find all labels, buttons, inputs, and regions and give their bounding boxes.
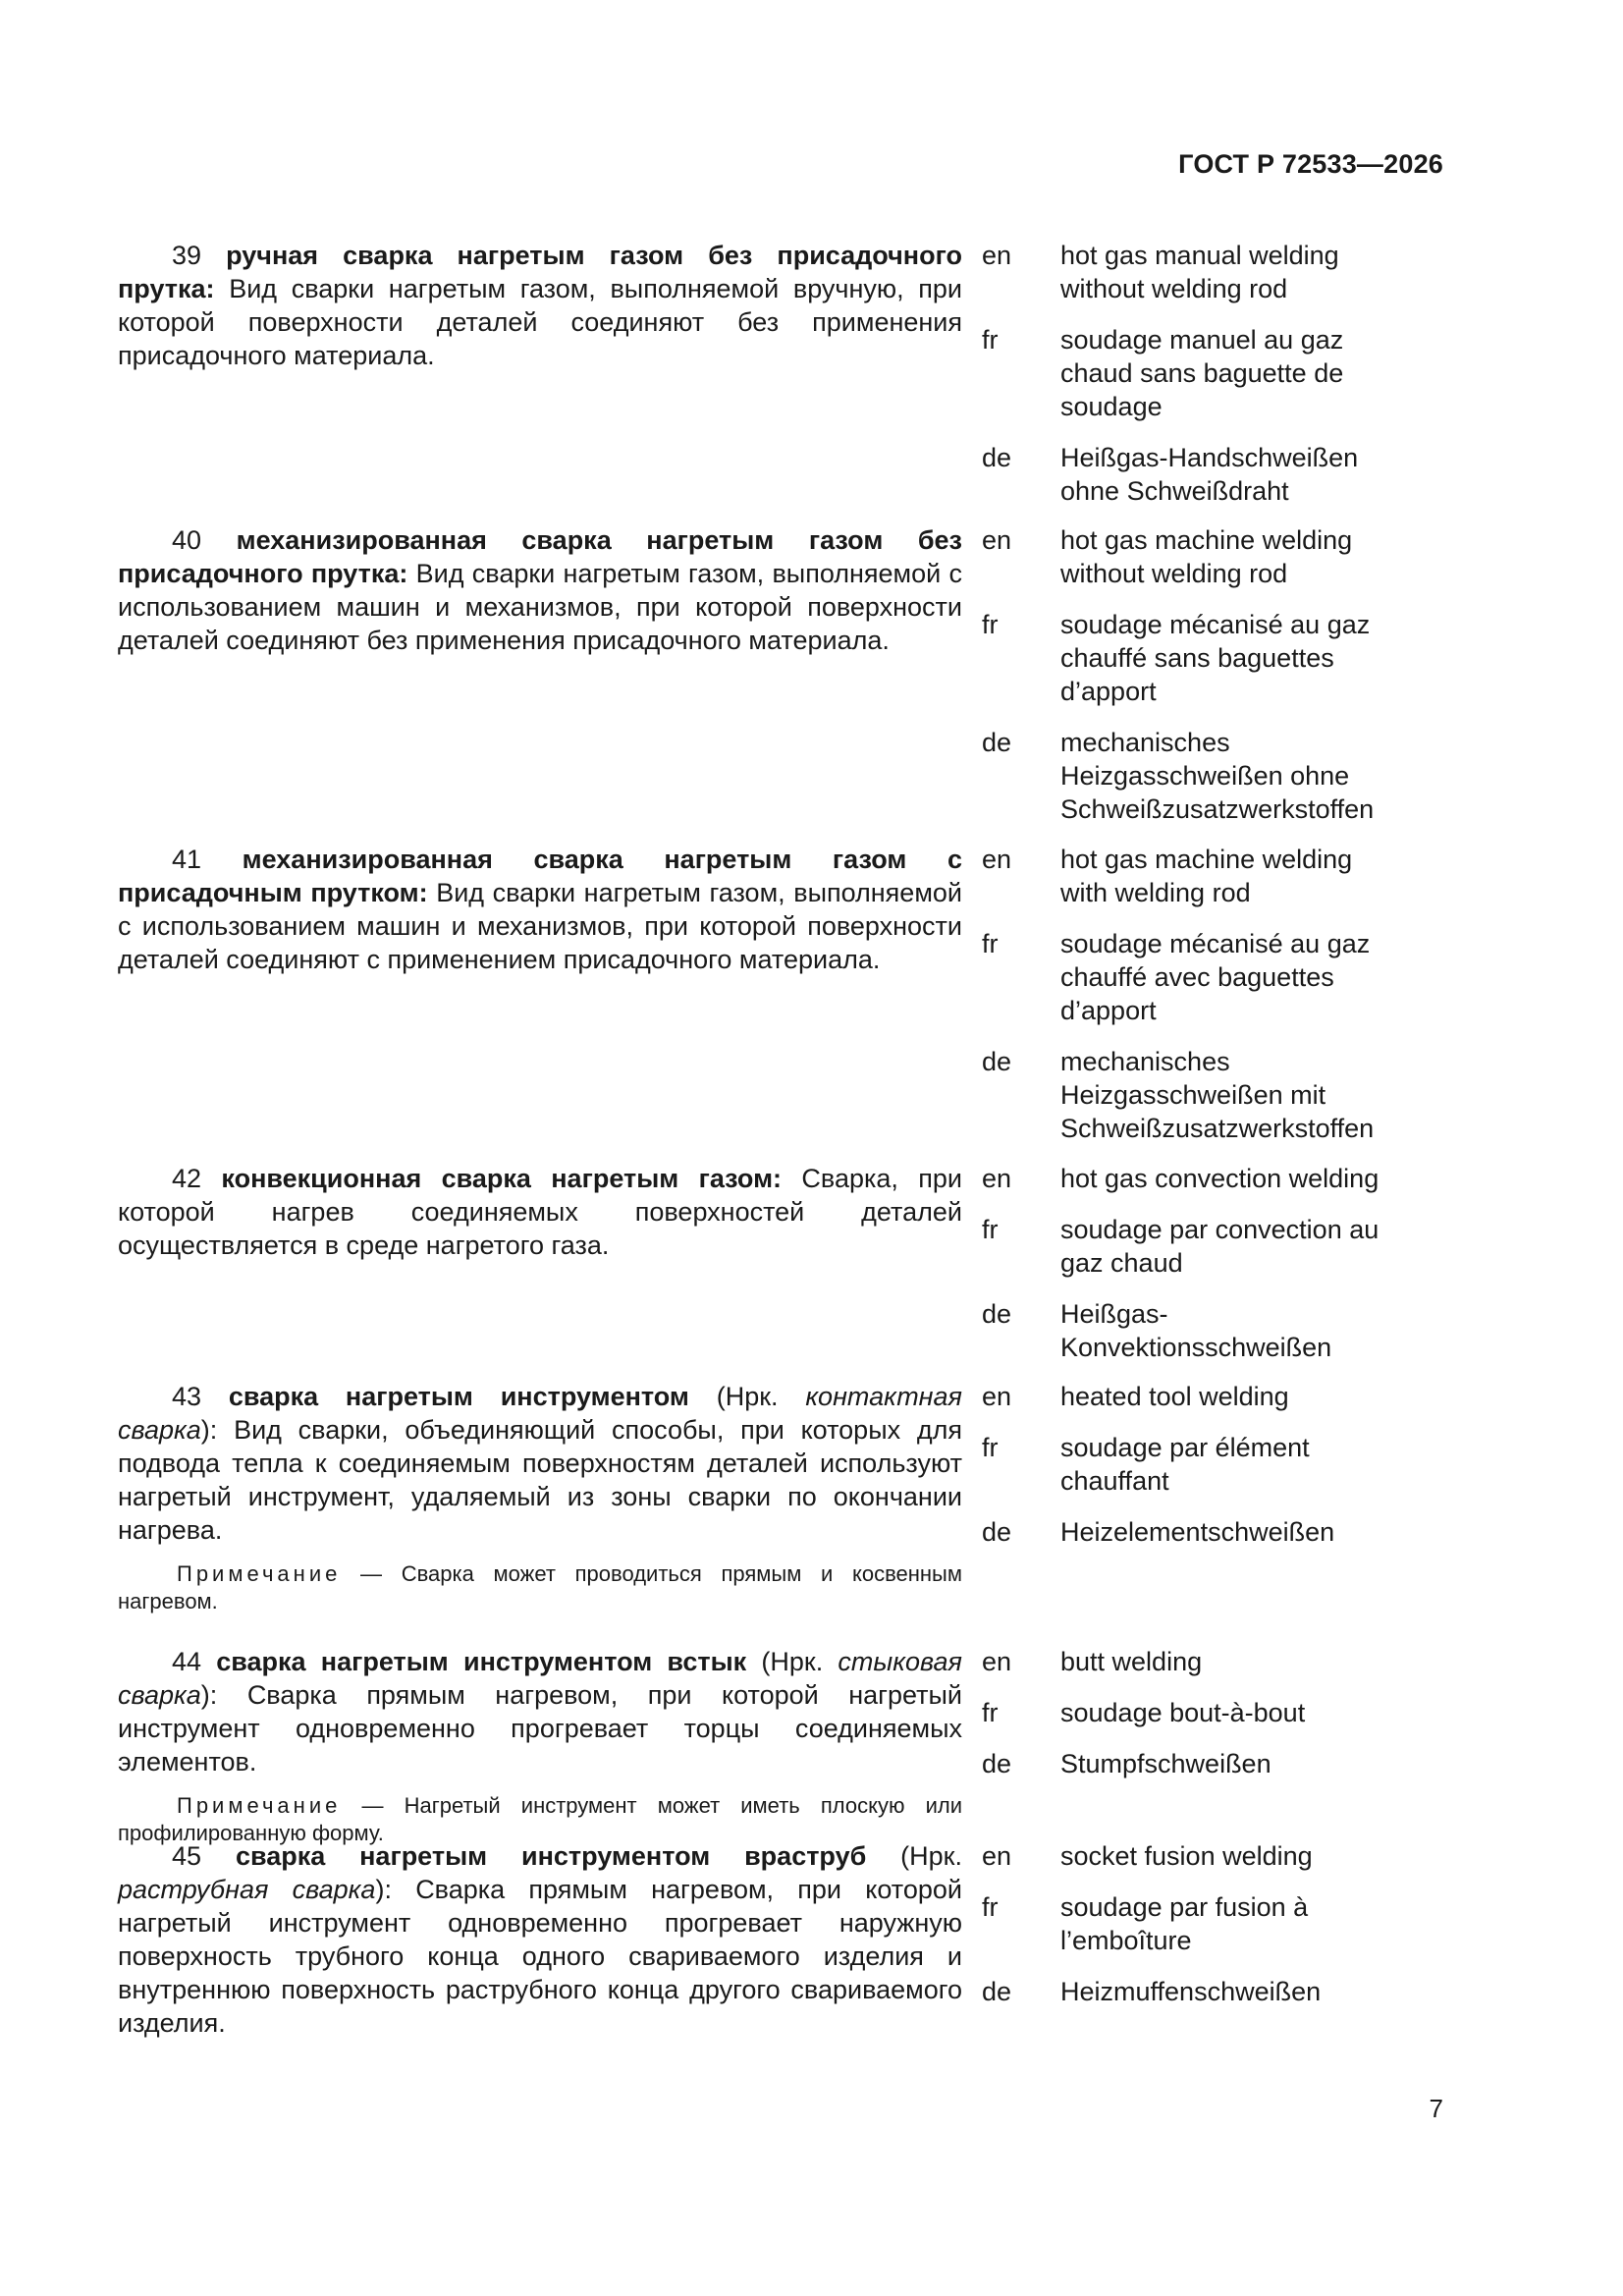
translation-fr [982, 1890, 1404, 1957]
translation-de [982, 1975, 1404, 2008]
translations [982, 523, 1404, 844]
translation-de [982, 1515, 1404, 1549]
translation-text: soudage par convection au gaz chaud [1060, 1215, 1380, 1278]
translation-fr [982, 323, 1404, 423]
term-name: механизированная сварка нагретым газом без присадочного прутка: [118, 525, 962, 588]
definition-paragraph [118, 239, 962, 372]
term-number: 44 [172, 1647, 202, 1676]
lang-code: de [982, 1977, 1012, 2006]
translation-text: hot gas machine welding with welding rod [1060, 845, 1353, 907]
term-entry-45 [118, 1839, 1404, 2036]
translation-en [982, 523, 1404, 590]
lang-code: fr [982, 1433, 999, 1462]
lang-code: en [982, 1164, 1012, 1193]
definition-paragraph [118, 1645, 962, 1778]
translation-fr [982, 1696, 1404, 1729]
lang-code: de [982, 443, 1012, 472]
definition-paragraph [118, 1839, 962, 2040]
term-number: 41 [172, 845, 202, 874]
translation-text: soudage mécanisé au gaz chauffé sans baguettes d’apport [1060, 610, 1371, 706]
term-definition-block [118, 1645, 962, 1847]
translations [982, 239, 1404, 525]
definition-paragraph [118, 843, 962, 976]
term-entry-42 [118, 1162, 1404, 1380]
translations [982, 1162, 1404, 1382]
deprecated-suffix: ): [375, 1875, 392, 1904]
term-number: 43 [172, 1382, 202, 1411]
lang-code: de [982, 1749, 1012, 1778]
term-name: сварка нагретым инструментом враструб [235, 1841, 867, 1871]
note-text: — Нагретый инструмент может иметь плоскую или профилированную форму. [118, 1793, 962, 1845]
term-number: 45 [172, 1841, 202, 1871]
deprecated-term: контактная сварка [118, 1382, 962, 1445]
term-definition-block [118, 523, 962, 657]
term-name: ручная сварка нагретым газом без присадочного прутка: [118, 241, 962, 303]
translation-fr [982, 608, 1404, 708]
translation-en [982, 1162, 1404, 1195]
translation-text: Heizmuffenschweißen [1060, 1977, 1322, 2006]
term-entry-40 [118, 523, 1404, 843]
term-definition-block [118, 1162, 962, 1262]
term-name: конвекционная сварка нагретым газом: [221, 1164, 783, 1193]
note-label: Примечание [177, 1793, 342, 1818]
translation-de [982, 441, 1404, 508]
translation-text: Heißgas-Konvektionsschweißen [1060, 1299, 1332, 1362]
translation-text: soudage manuel au gaz chaud sans baguette de soudage [1060, 325, 1344, 421]
translation-en [982, 843, 1404, 909]
translation-en [982, 1645, 1404, 1678]
lang-code: fr [982, 325, 999, 355]
lang-code: en [982, 525, 1012, 555]
deprecated-suffix: ): [200, 1680, 218, 1710]
translation-fr [982, 1431, 1404, 1498]
definition-paragraph [118, 1380, 962, 1547]
translation-text: soudage par élément chauffant [1060, 1433, 1310, 1496]
term-name: сварка нагретым инструментом встык [216, 1647, 747, 1676]
definition-text: Сварка прямым нагревом, при которой нагретый инструмент одновременно прогревает торцы соединяемых элементов. [118, 1680, 962, 1777]
translation-de [982, 1747, 1404, 1780]
deprecated-prefix: (Нрк. [716, 1382, 806, 1411]
lang-code: fr [982, 610, 999, 639]
translation-text: mechanisches Heizgasschweißen ohne Schweißzusatzwerkstoffen [1060, 728, 1375, 824]
translation-text: hot gas machine welding without welding rod [1060, 525, 1353, 588]
lang-code: en [982, 1841, 1012, 1871]
deprecated-prefix: (Нрк. [900, 1841, 962, 1871]
note [118, 1560, 962, 1615]
term-entry-39 [118, 239, 1404, 523]
translation-de [982, 1045, 1404, 1145]
term-definition-block [118, 1380, 962, 1615]
translation-de [982, 726, 1404, 826]
deprecated-term: раструбная сварка [118, 1875, 376, 1904]
definition-text: Сварка прямым нагревом, при которой нагретый инструмент одновременно прогревает наружную поверхность трубного конца одного свариваемого изделия и внутреннюю поверхность раструбного конца другого свариваемого изделия. [118, 1875, 962, 2038]
definition-text: Вид сварки нагретым газом, выполняемой с использованием машин и механизмов, при которой поверхности деталей соединяют с применением присадочного материала. [118, 878, 962, 974]
definition-text: Вид сварки нагретым газом, выполняемой с использованием машин и механизмов, при которой поверхности деталей соединяют без применения присадочного материала. [118, 559, 962, 655]
translations [982, 1380, 1404, 1566]
definition-text: Вид сварки, объединяющий способы, при которых для подвода тепла к соединяемым поверхностям деталей используют нагретый инструмент, удаляемый из зоны сварки по окончании нагрева. [118, 1415, 962, 1545]
lang-code: fr [982, 1698, 999, 1727]
term-entry-44 [118, 1645, 1404, 1845]
term-definition-block [118, 1839, 962, 2040]
term-definition-block [118, 239, 962, 372]
deprecated-suffix: ): [200, 1415, 218, 1445]
lang-code: en [982, 1382, 1012, 1411]
translation-text: Heißgas-Handschweißen ohne Schweißdraht [1060, 443, 1359, 506]
term-entry-41 [118, 843, 1404, 1162]
lang-code: de [982, 728, 1012, 757]
translations [982, 1645, 1404, 1798]
term-number: 39 [172, 241, 202, 270]
lang-code: en [982, 241, 1012, 270]
term-entry-43 [118, 1380, 1404, 1645]
deprecated-term: стыковая сварка [118, 1647, 962, 1710]
translation-text: hot gas manual welding without welding rod [1060, 241, 1339, 303]
note-label: Примечание [177, 1561, 342, 1586]
lang-code: en [982, 845, 1012, 874]
definition-paragraph [118, 1162, 962, 1262]
translation-en [982, 1839, 1404, 1873]
lang-code: de [982, 1517, 1012, 1547]
term-definition-block [118, 843, 962, 976]
translation-fr [982, 1213, 1404, 1280]
lang-code: en [982, 1647, 1012, 1676]
translation-text: mechanisches Heizgasschweißen mit Schweißzusatzwerkstoffen [1060, 1047, 1375, 1143]
translation-text: Stumpfschweißen [1060, 1749, 1271, 1778]
term-list [118, 239, 1404, 2036]
translation-fr [982, 927, 1404, 1027]
note-text: — Сварка может проводиться прямым и косвенным нагревом. [118, 1561, 962, 1613]
translations [982, 843, 1404, 1163]
translation-en [982, 1380, 1404, 1413]
translation-text: soudage par fusion à l’emboîture [1060, 1892, 1309, 1955]
term-name: сварка нагретым инструментом [228, 1382, 689, 1411]
translation-text: socket fusion welding [1060, 1841, 1313, 1871]
translation-text: butt welding [1060, 1647, 1203, 1676]
translation-text: heated tool welding [1060, 1382, 1289, 1411]
document-id: ГОСТ Р 72533—2026 [1178, 149, 1443, 179]
definition-paragraph [118, 523, 962, 657]
term-number: 40 [172, 525, 202, 555]
translation-text: Heizelementschweißen [1060, 1517, 1335, 1547]
lang-code: fr [982, 929, 999, 958]
translation-en [982, 239, 1404, 305]
lang-code: de [982, 1047, 1012, 1076]
page-number: 7 [1429, 2094, 1443, 2123]
lang-code: de [982, 1299, 1012, 1329]
translation-text: soudage bout-à-bout [1060, 1698, 1306, 1727]
deprecated-prefix: (Нрк. [761, 1647, 839, 1676]
translation-text: soudage mécanisé au gaz chauffé avec baguettes d’apport [1060, 929, 1371, 1025]
term-name: механизированная сварка нагретым газом с присадочным прутком: [118, 845, 962, 907]
term-number: 42 [172, 1164, 202, 1193]
translation-de [982, 1297, 1404, 1364]
lang-code: fr [982, 1892, 999, 1922]
definition-text: Сварка, при которой нагрев соединяемых поверхностей деталей осуществляется в среде нагретого газа. [118, 1164, 962, 1260]
translation-text: hot gas convection welding [1060, 1164, 1380, 1193]
definition-text: Вид сварки нагретым газом, выполняемой вручную, при которой поверхности деталей соединяют без применения присадочного материала. [118, 274, 962, 370]
lang-code: fr [982, 1215, 999, 1244]
translations [982, 1839, 1404, 2026]
